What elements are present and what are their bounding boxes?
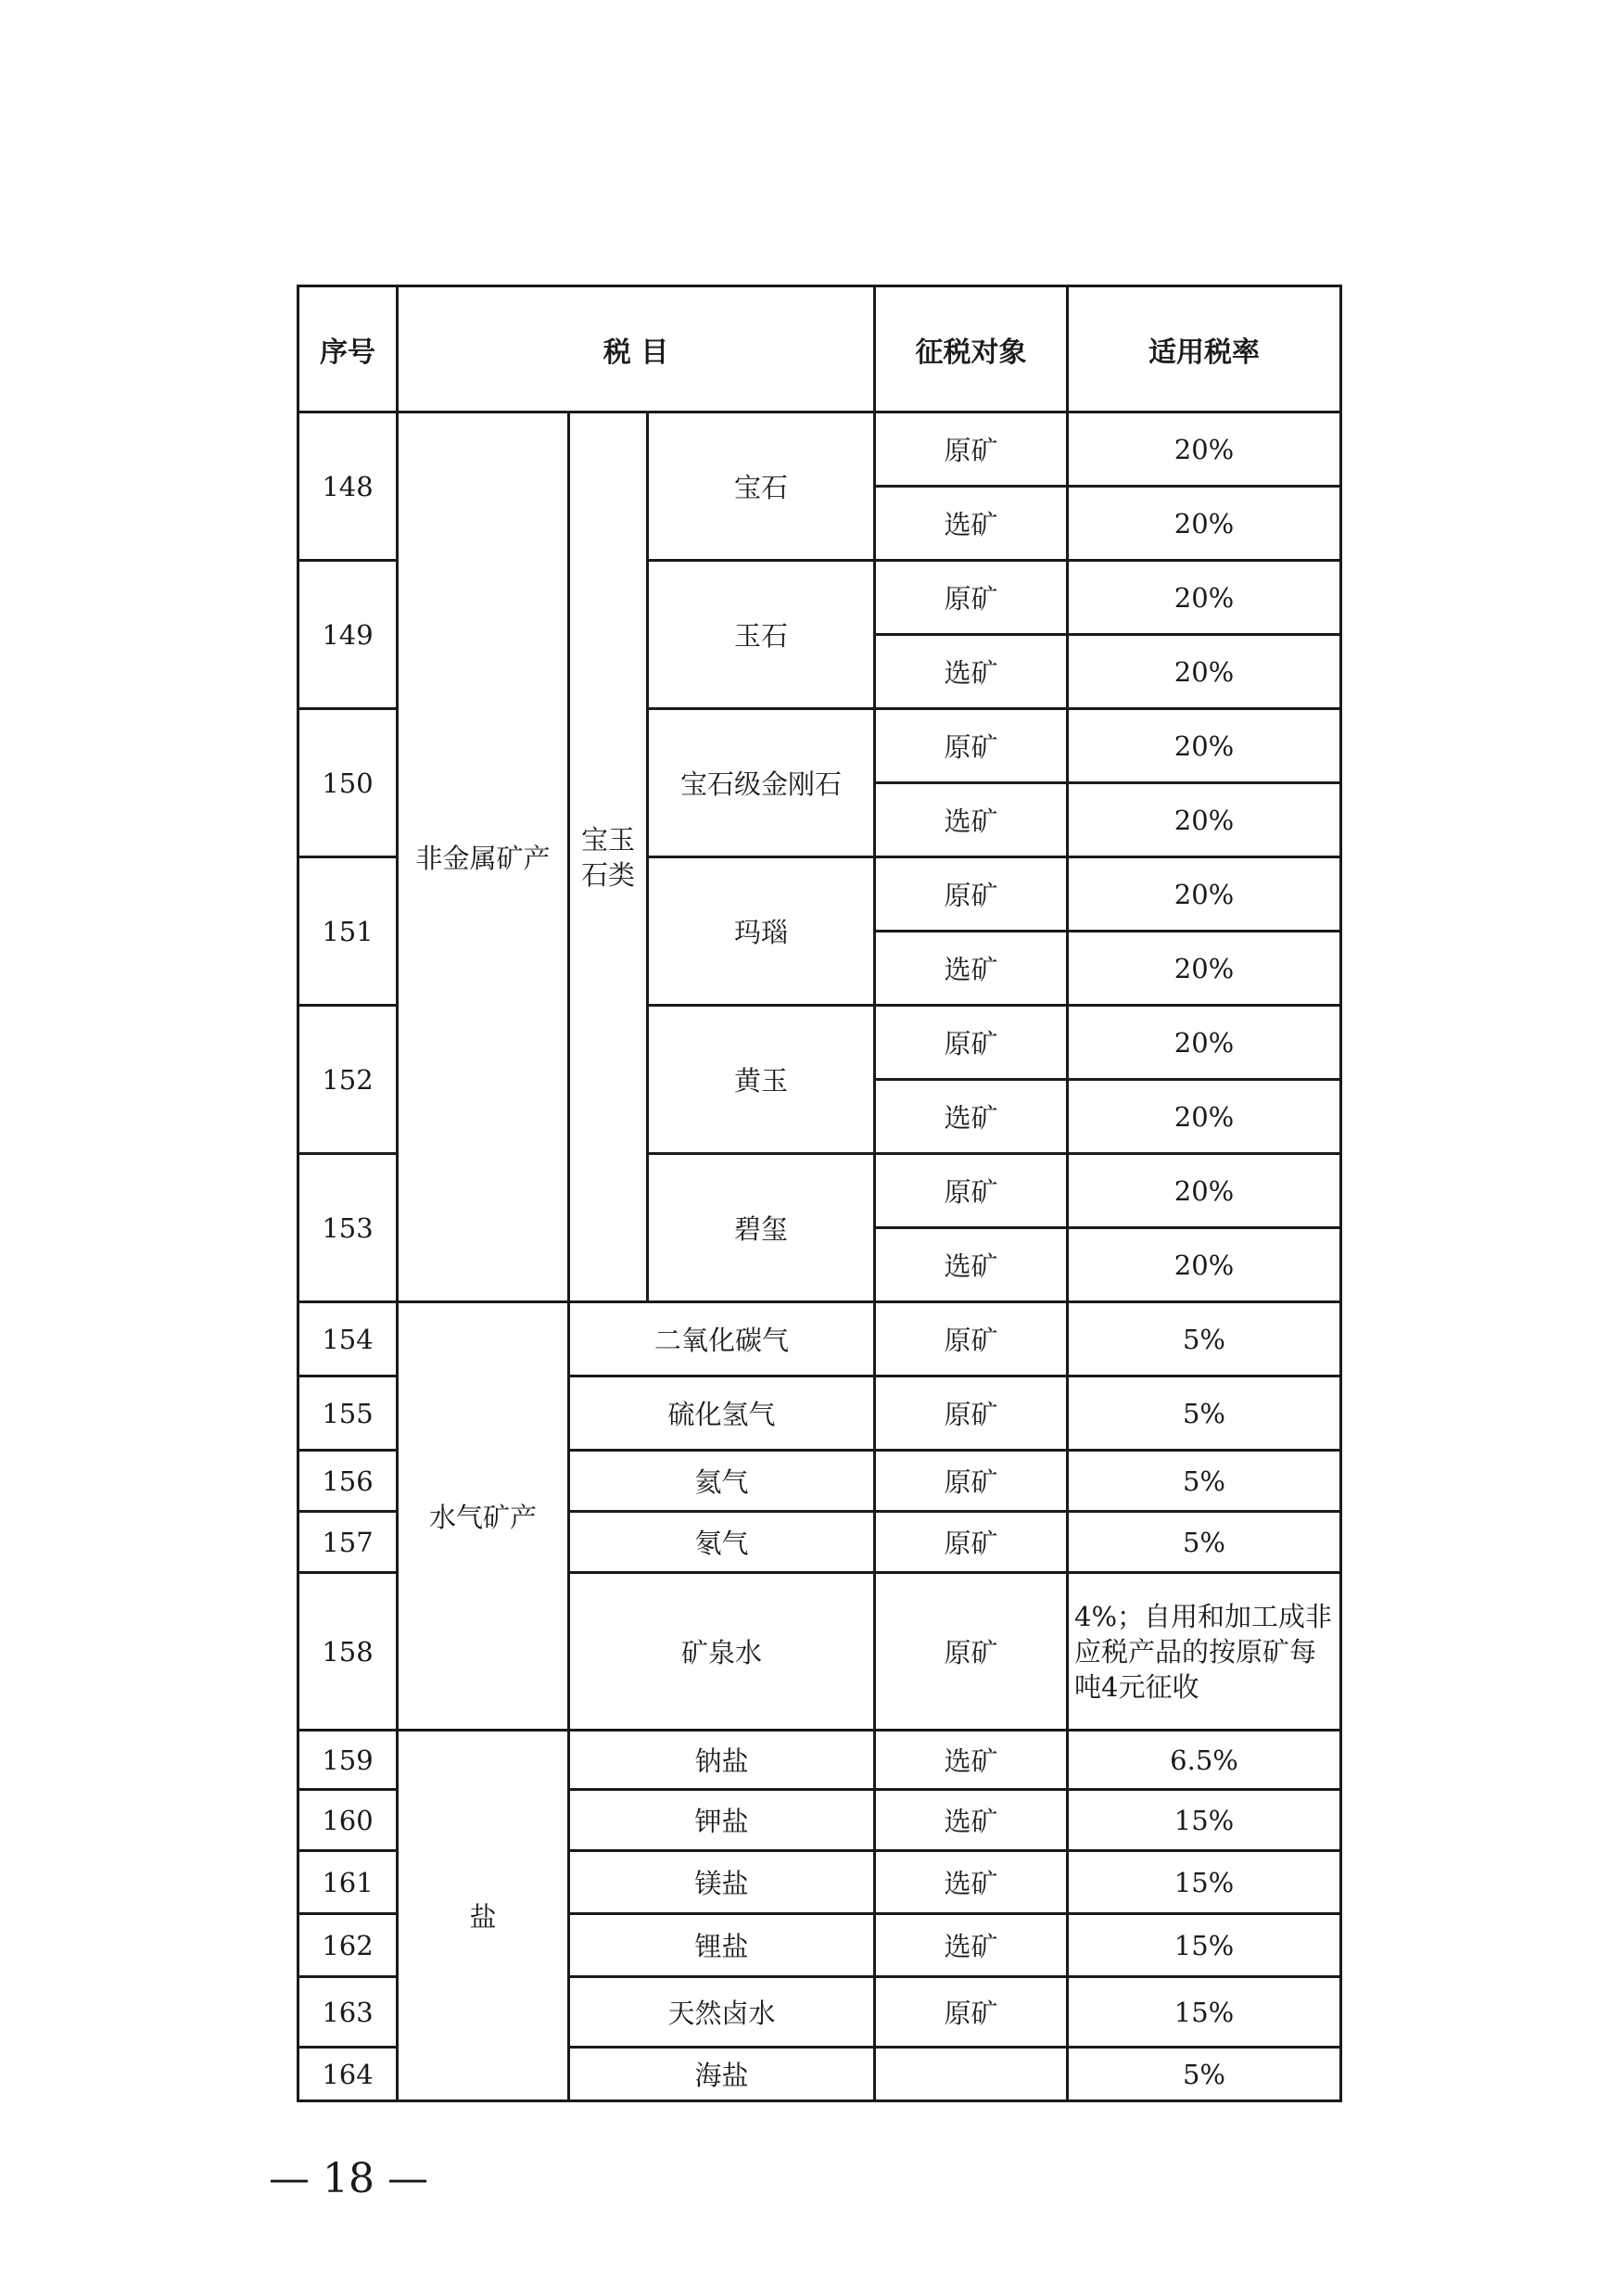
seq-cell: 148 — [298, 412, 398, 561]
object-cell: 选矿 — [875, 1914, 1068, 1977]
rate-cell: 20% — [1068, 412, 1341, 487]
header-seq: 序号 — [298, 286, 398, 412]
item-name: 锂盐 — [569, 1914, 875, 1977]
object-cell — [875, 2048, 1068, 2101]
rate-cell: 20% — [1068, 561, 1341, 635]
rate-cell: 15% — [1068, 1914, 1341, 1977]
header-rate: 适用税率 — [1068, 286, 1341, 412]
header-object: 征税对象 — [875, 286, 1068, 412]
item-name: 硫化氢气 — [569, 1376, 875, 1451]
object-cell: 原矿 — [875, 412, 1068, 487]
item-name: 玛瑙 — [648, 857, 875, 1006]
category-gem — [569, 412, 648, 1302]
object-cell: 选矿 — [875, 932, 1068, 1006]
rate-cell: 20% — [1068, 1154, 1341, 1228]
table-row — [298, 1302, 1341, 1376]
category-nonmetal: 非金属矿产 — [398, 412, 569, 1302]
item-name: 宝石级金刚石 — [648, 709, 875, 857]
object-cell: 选矿 — [875, 1731, 1068, 1790]
object-cell: 原矿 — [875, 857, 1068, 932]
seq-cell: 156 — [298, 1451, 398, 1512]
object-cell: 选矿 — [875, 1228, 1068, 1302]
rate-cell: 15% — [1068, 1977, 1341, 2048]
seq-cell: 162 — [298, 1914, 398, 1977]
item-name: 钾盐 — [569, 1790, 875, 1851]
rate-cell: 5% — [1068, 1512, 1341, 1573]
object-cell: 选矿 — [875, 1790, 1068, 1851]
object-cell: 选矿 — [875, 1080, 1068, 1154]
rate-cell: 20% — [1068, 783, 1341, 857]
item-name: 海盐 — [569, 2048, 875, 2101]
rate-cell: 20% — [1068, 1006, 1341, 1080]
rate-cell: 5% — [1068, 1451, 1341, 1512]
seq-cell: 160 — [298, 1790, 398, 1851]
item-name: 矿泉水 — [569, 1573, 875, 1731]
page-number: — 18 — — [269, 2155, 428, 2202]
seq-cell: 155 — [298, 1376, 398, 1451]
seq-cell: 161 — [298, 1851, 398, 1914]
seq-cell: 157 — [298, 1512, 398, 1573]
category-gem-label: 宝玉石类 — [580, 823, 635, 891]
rate-cell: 20% — [1068, 857, 1341, 932]
table-row — [298, 412, 1341, 487]
item-name: 二氧化碳气 — [569, 1302, 875, 1376]
object-cell: 原矿 — [875, 1573, 1068, 1731]
object-cell: 原矿 — [875, 709, 1068, 783]
object-cell: 原矿 — [875, 561, 1068, 635]
item-name: 钠盐 — [569, 1731, 875, 1790]
category-salt: 盐 — [398, 1731, 569, 2101]
rate-cell: 6.5% — [1068, 1731, 1341, 1790]
category-water-gas: 水气矿产 — [398, 1302, 569, 1731]
rate-cell: 20% — [1068, 1228, 1341, 1302]
seq-cell: 150 — [298, 709, 398, 857]
object-cell: 选矿 — [875, 635, 1068, 709]
rate-cell: 20% — [1068, 635, 1341, 709]
object-cell: 原矿 — [875, 1512, 1068, 1573]
item-name: 氡气 — [569, 1512, 875, 1573]
item-name: 碧玺 — [648, 1154, 875, 1302]
seq-cell: 152 — [298, 1006, 398, 1154]
object-cell: 原矿 — [875, 1302, 1068, 1376]
seq-cell: 151 — [298, 857, 398, 1006]
object-cell: 选矿 — [875, 487, 1068, 561]
seq-cell: 153 — [298, 1154, 398, 1302]
object-cell: 原矿 — [875, 1006, 1068, 1080]
item-name: 镁盐 — [569, 1851, 875, 1914]
object-cell: 原矿 — [875, 1451, 1068, 1512]
item-name: 宝石 — [648, 412, 875, 561]
object-cell: 选矿 — [875, 783, 1068, 857]
item-name: 玉石 — [648, 561, 875, 709]
rate-note-cell: 4%；自用和加工成非应税产品的按原矿每吨4元征收 — [1068, 1573, 1341, 1731]
rate-cell: 20% — [1068, 932, 1341, 1006]
seq-cell: 149 — [298, 561, 398, 709]
rate-cell: 5% — [1068, 2048, 1341, 2101]
rate-cell: 20% — [1068, 487, 1341, 561]
rate-cell: 5% — [1068, 1376, 1341, 1451]
rate-cell: 5% — [1068, 1302, 1341, 1376]
seq-cell: 158 — [298, 1573, 398, 1731]
rate-cell: 15% — [1068, 1790, 1341, 1851]
header-item: 税 目 — [398, 286, 875, 412]
item-name: 黄玉 — [648, 1006, 875, 1154]
table-row — [298, 1731, 1341, 1790]
tax-rate-table — [297, 285, 1342, 2102]
rate-cell: 20% — [1068, 709, 1341, 783]
object-cell: 选矿 — [875, 1851, 1068, 1914]
object-cell: 原矿 — [875, 1154, 1068, 1228]
seq-cell: 154 — [298, 1302, 398, 1376]
seq-cell: 163 — [298, 1977, 398, 2048]
seq-cell: 159 — [298, 1731, 398, 1790]
rate-cell: 20% — [1068, 1080, 1341, 1154]
rate-cell: 15% — [1068, 1851, 1341, 1914]
object-cell: 原矿 — [875, 1376, 1068, 1451]
object-cell: 原矿 — [875, 1977, 1068, 2048]
item-name: 天然卤水 — [569, 1977, 875, 2048]
seq-cell: 164 — [298, 2048, 398, 2101]
item-name: 氦气 — [569, 1451, 875, 1512]
